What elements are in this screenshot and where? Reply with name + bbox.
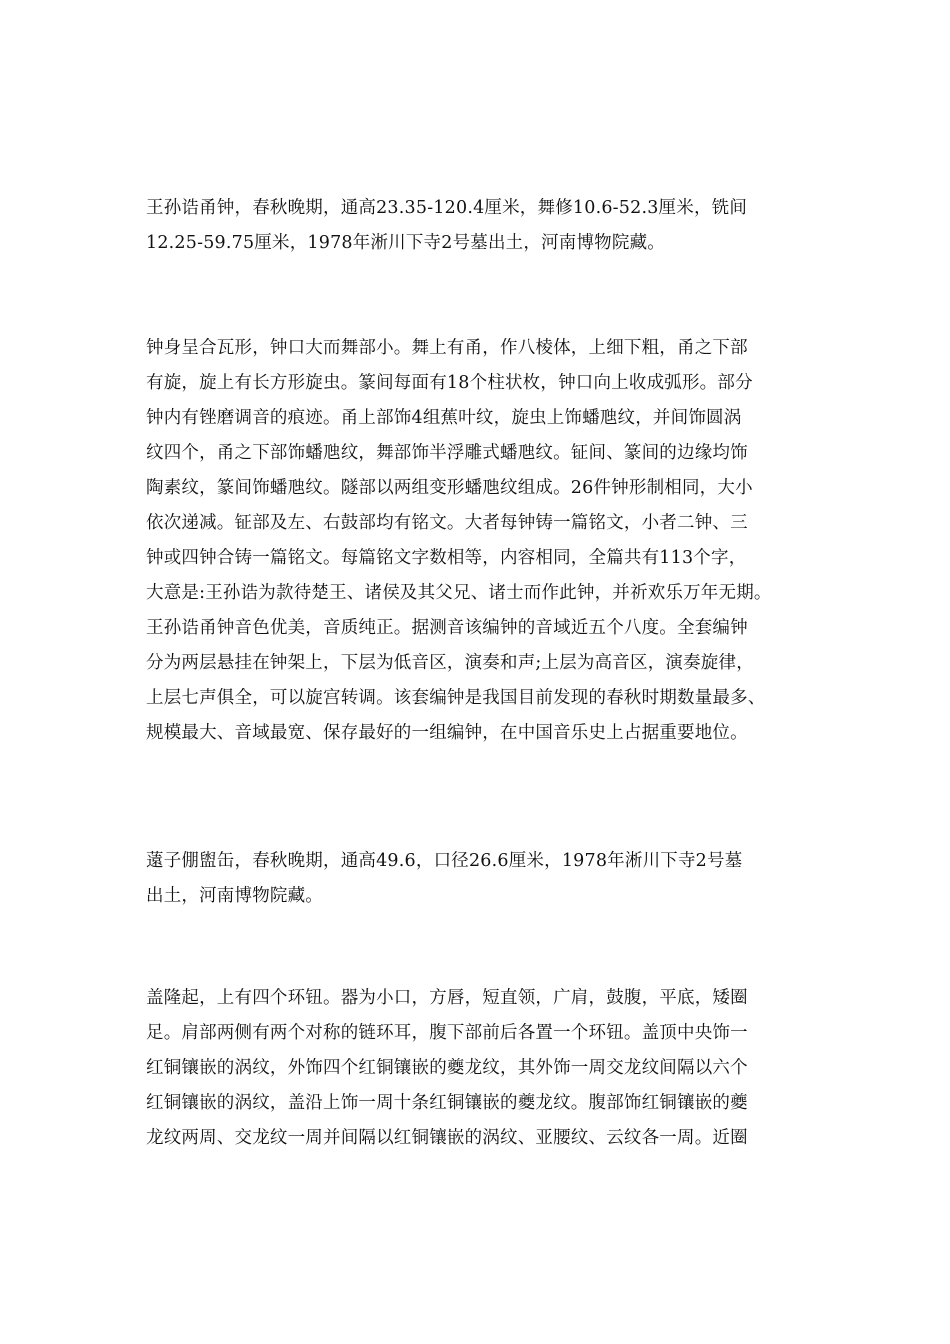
- text-line: 钟身呈合瓦形，钟口大而舞部小。舞上有甬，作八棱体，上细下粗，甬之下部: [146, 338, 748, 358]
- text-line: 上层七声俱全，可以旋宫转调。该套编钟是我国目前发现的春秋时期数量最多、: [146, 688, 766, 708]
- text-line: 有旋，旋上有长方形旋虫。篆间每面有18个柱状枚，钟口向上收成弧形。部分: [146, 373, 753, 393]
- text-line: 王孙诰甬钟，春秋晚期，通高23.35-120.4厘米，舞修10.6-52.3厘米，铣间: [146, 198, 748, 218]
- text-line: 钟或四钟合铸一篇铭文。每篇铭文字数相等，内容相同，全篇共有113个字，: [146, 548, 747, 568]
- text-line: 王孙诰甬钟音色优美，音质纯正。据测音该编钟的音域近五个八度。全套编钟: [146, 618, 748, 638]
- text-line: 规模最大、音域最宽、保存最好的一组编钟，在中国音乐史上占据重要地位。: [146, 723, 748, 743]
- text-line: 纹四个，甬之下部饰蟠虺纹，舞部饰半浮雕式蟠虺纹。钲间、篆间的边缘均饰: [146, 443, 748, 463]
- text-line: 陶素纹，篆间饰蟠虺纹。隧部以两组变形蟠虺纹组成。26件钟形制相同，大小: [146, 478, 753, 498]
- text-line: 钟内有锉磨调音的痕迹。甬上部饰4组蕉叶纹，旋虫上饰蟠虺纹，并间饰圆涡: [146, 408, 742, 428]
- text-line: 红铜镶嵌的涡纹，外饰四个红铜镶嵌的夔龙纹，其外饰一周交龙纹间隔以六个: [146, 1058, 748, 1078]
- text-line: 分为两层悬挂在钟架上，下层为低音区，演奏和声;上层为高音区，演奏旋律，: [146, 653, 754, 673]
- text-line: 盖隆起，上有四个环钮。器为小口，方唇，短直领，广肩，鼓腹，平底，矮圈: [146, 988, 748, 1008]
- text-line: 依次递减。钲部及左、右鼓部均有铭文。大者每钟铸一篇铭文，小者二钟、三: [146, 513, 748, 533]
- text-line: 12.25-59.75厘米，1978年淅川下寺2号墓出土，河南博物院藏。: [146, 233, 665, 253]
- text-line: 大意是:王孙诰为款待楚王、诸侯及其父兄、诸士而作此钟，并祈欢乐万年无期。: [146, 583, 772, 603]
- text-line: 薳子倗盥缶，春秋晚期，通高49.6，口径26.6厘米，1978年淅川下寺2号墓: [146, 851, 743, 871]
- text-line: 红铜镶嵌的涡纹，盖沿上饰一周十条红铜镶嵌的夔龙纹。腹部饰红铜镶嵌的夔: [146, 1093, 748, 1113]
- text-line: 龙纹两周、交龙纹一周并间隔以红铜镶嵌的涡纹、亚腰纹、云纹各一周。近圈: [146, 1128, 748, 1148]
- text-line: 出土，河南博物院藏。: [146, 886, 323, 906]
- text-line: 足。肩部两侧有两个对称的链环耳，腹下部前后各置一个环钮。盖顶中央饰一: [146, 1023, 748, 1043]
